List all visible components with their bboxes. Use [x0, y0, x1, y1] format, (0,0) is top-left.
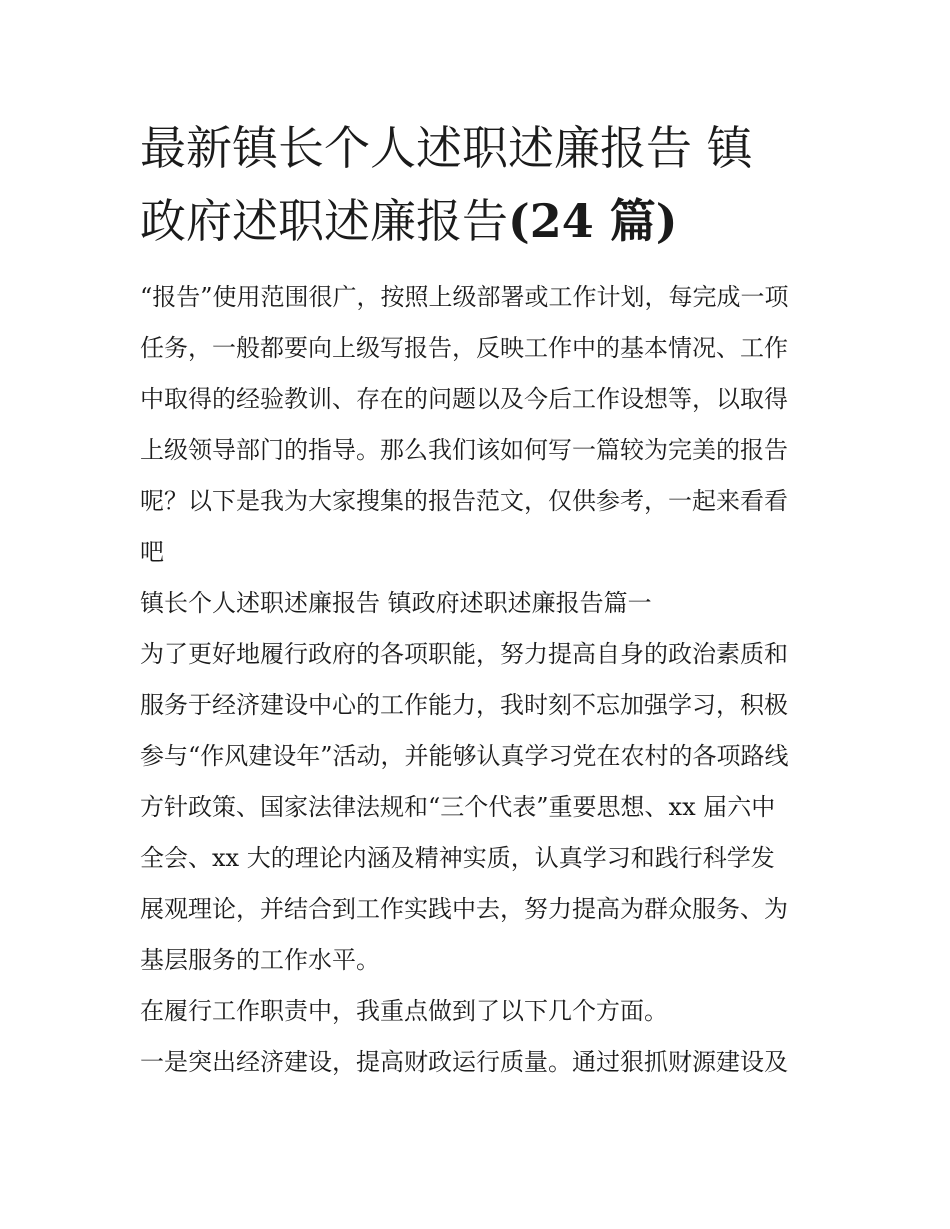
document-body [140, 272, 812, 1088]
body-line: 为了更好地履行政府的各项职能，努力提高自身的政治素质和 [140, 640, 788, 668]
body-line: 展观理论，并结合到工作实践中去，努力提高为群众服务、为 [140, 895, 788, 923]
title-line-2-count: (24 篇) [508, 194, 678, 248]
body-line: 方针政策、国家法律法规和“三个代表”重要思想、xx 届六中 [140, 793, 776, 821]
body-line: 任务，一般都要向上级写报告，反映工作中的基本情况、工作 [140, 334, 788, 362]
title-line-2-text: 政府述职述廉报告 [140, 194, 508, 248]
body-line: 基层服务的工作水平。 [140, 946, 380, 974]
body-line: 在履行工作职责中，我重点做到了以下几个方面。 [140, 997, 668, 1025]
document-title [140, 112, 812, 258]
title-line-1: 最新镇长个人述职述廉报告 镇 [140, 121, 753, 175]
body-line: 服务于经济建设中心的工作能力，我时刻不忘加强学习，积极 [140, 691, 788, 719]
body-line: 一是突出经济建设，提高财政运行质量。通过狠抓财源建设及 [140, 1048, 788, 1076]
body-line: 中取得的经验教训、存在的问题以及今后工作设想等，以取得 [140, 385, 788, 413]
document-page [140, 112, 812, 1088]
body-line: 全会、xx 大的理论内涵及精神实质，认真学习和践行科学发 [140, 844, 775, 872]
body-line: 参与“作风建设年”活动，并能够认真学习党在农村的各项路线 [140, 742, 789, 770]
body-line: 呢？以下是我为大家搜集的报告范文，仅供参考，一起来看看 [140, 487, 788, 515]
body-line: 上级领导部门的指导。那么我们该如何写一篇较为完美的报告 [140, 436, 788, 464]
section-heading: 镇长个人述职述廉报告 镇政府述职述廉报告篇一 [140, 589, 652, 617]
title-line-2 [140, 185, 812, 258]
body-line: “报告”使用范围很广，按照上级部署或工作计划，每完成一项 [140, 283, 789, 311]
body-line: 吧 [140, 538, 164, 566]
